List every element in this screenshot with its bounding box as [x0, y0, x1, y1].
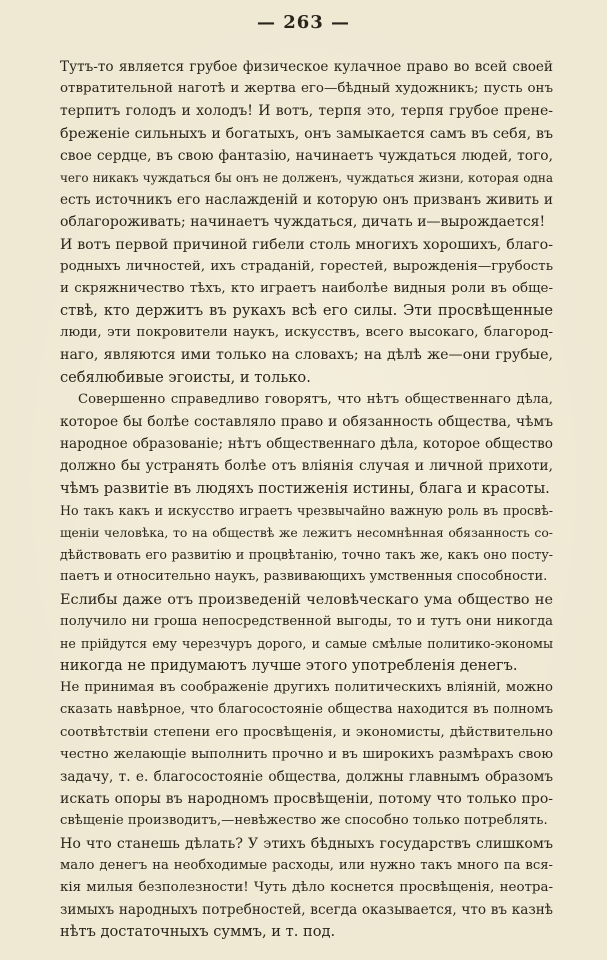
- text-line: свѣщеніе производитъ,—невѣжество же способно только потреблять.: [60, 813, 548, 829]
- text-line: Но что станешь дѣлать? У этихъ бѣдныхъ государствъ слишкомъ: [60, 835, 553, 852]
- text-line: щеніи человѣка, то на обществѣ же лежитъ несомнѣнная обязанность со-: [60, 524, 553, 540]
- text-line: должно бы устранять болѣе отъ вліянія случая и личной прихоти,: [60, 458, 553, 475]
- text-line: и скряжничество тѣхъ, кто играетъ наиболѣе видныя роли въ обще-: [60, 280, 553, 296]
- text-line: зимыхъ народныхъ потребностей, всегда оказывается, что въ казнѣ: [60, 902, 553, 919]
- text-line: сказать навѣрное, что благосостояніе общества находится въ полномъ: [60, 702, 553, 718]
- text-line: И вотъ первой причиной гибели столь многихъ хорошихъ, благо-: [60, 236, 553, 253]
- text-line: свое сердце, въ свою фантазію, начинаетъ чуждаться людей, того,: [60, 147, 553, 164]
- text-line: которое бы болѣе составляло право и обязанность общества, чѣмъ: [60, 414, 553, 430]
- text-line: облагороживать; начинаетъ чуждаться, дичать и—вырождается!: [60, 214, 546, 231]
- text-line: получило ни гроша непосредственной выгоды, то и тутъ они никогда: [60, 613, 553, 629]
- page-number: — 263 —: [256, 12, 351, 33]
- text-line: паетъ и относительно наукъ, развивающихъ умственныя способности.: [60, 569, 548, 585]
- text-line: мало денегъ на необходимые расходы, или нужно такъ много па вся-: [60, 857, 553, 873]
- text-line: соотвѣтствіи степени его просвѣщенія, и экономисты, дѣйствительно: [60, 724, 553, 740]
- text-line: никогда не придумаютъ лучше этого употребленія денегъ.: [60, 657, 518, 675]
- text-line: себялюбивые эгоисты, и только.: [60, 368, 311, 386]
- text-line: Не принимая въ соображеніе другихъ политическихъ вліяній, можно: [60, 680, 553, 696]
- text-line: терпитъ голодъ и холодъ! И вотъ, терпя это, терпя грубое прене-: [60, 103, 553, 120]
- text-line: родныхъ личностей, ихъ страданій, горестей, вырожденія—грубость: [60, 258, 553, 274]
- text-line: бреженіе сильныхъ и богатыхъ, онъ замыкается самъ въ себя, въ: [60, 125, 553, 142]
- text-line: искать опоры въ народномъ просвѣщеніи, потому что только про-: [60, 791, 553, 808]
- text-line: задачу, т. е. благосостояніе общества, должны главнымъ образомъ: [60, 769, 553, 785]
- text-line: Но такъ какъ и искусство играетъ чрезвычайно важную роль въ просвѣ-: [60, 502, 553, 518]
- text-line: не прійдутся ему черезчуръ дорого, и самые смѣлые политико-экономы: [60, 635, 553, 651]
- text-line: кія милыя безполезности! Чуть дѣло коснется просвѣщенія, неотра-: [60, 879, 553, 895]
- text-line: ствѣ, кто держитъ въ рукахъ всѣ его силы. Эти просвѣщенные: [60, 302, 553, 320]
- text-line: народное образованіе; нѣтъ общественнаго дѣла, которое общество: [60, 436, 553, 453]
- text-line: чего никакъ чуждаться бы онъ не долженъ, чуждаться жизни, которая одна: [60, 170, 553, 185]
- text-line: Тутъ-то является грубое физическое кулачное право во всей своей: [60, 59, 553, 75]
- text-line: Еслибы даже отъ произведеній человѣческаго ума общество не: [60, 591, 553, 608]
- text-line: наго, являются ими только на словахъ; на дѣлѣ же—они грубые,: [60, 347, 553, 364]
- text-line: дѣйствовать его развитію и процвѣтанію, точно такъ же, какъ оно посту-: [60, 547, 553, 563]
- body-text: [60, 56, 553, 944]
- text-line: нѣтъ достаточныхъ суммъ, и т. под.: [60, 923, 336, 941]
- text-line: люди, эти покровители наукъ, искусствъ, всего высокаго, благород-: [60, 325, 553, 341]
- text-line: честно желающіе выполнить прочно и въ широкихъ размѣрахъ свою: [60, 746, 553, 762]
- text-line: отвратительной наготѣ и жертва его—бѣдный художникъ; пусть онъ: [60, 81, 553, 97]
- text-line: Совершенно справедливо говорятъ, что нѣтъ общественнаго дѣла,: [78, 391, 553, 407]
- text-line: есть источникъ его наслажденій и которую онъ призванъ живить и: [60, 192, 553, 209]
- text-line: чѣмъ развитіе въ людяхъ постиженія истины, блага и красоты.: [60, 479, 550, 497]
